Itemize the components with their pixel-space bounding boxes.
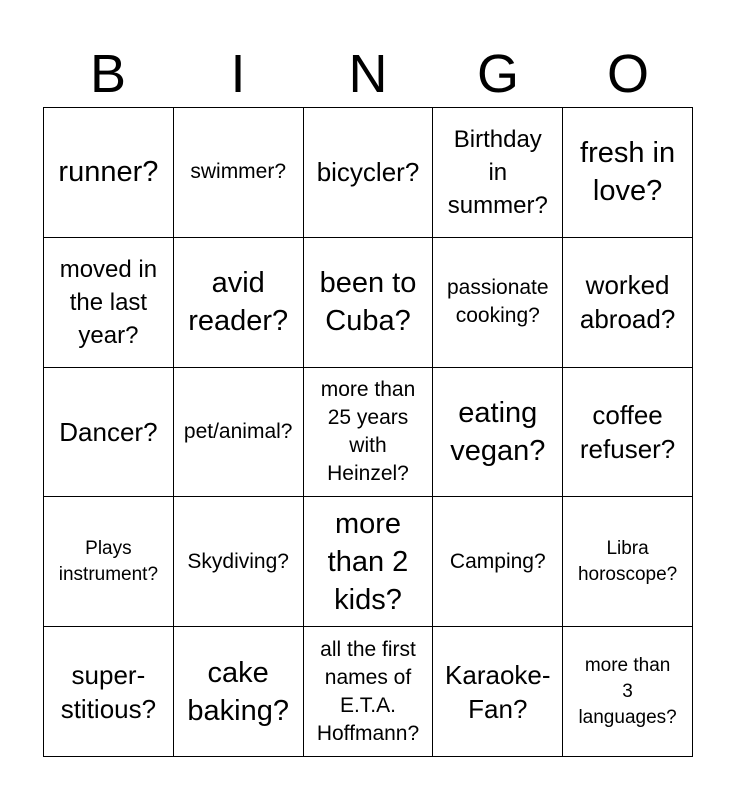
bingo-cell[interactable] [304,368,434,498]
bingo-cell[interactable] [44,368,174,498]
cell-text: swimmer? [190,160,287,184]
bingo-cell[interactable] [563,368,693,498]
bingo-cell[interactable] [433,108,563,238]
cell-text: pet/animal? [183,419,293,443]
bingo-cell[interactable] [174,108,304,238]
cell-text: been to Cuba? [319,267,417,338]
bingo-cell[interactable] [563,108,693,238]
bingo-cell[interactable] [433,238,563,368]
header-letter-i: I [230,44,246,104]
cell-text: more than 3 languages? [578,654,677,728]
cell-text: passionate cooking? [447,276,549,328]
bingo-cell[interactable] [433,497,563,627]
cell-text: avid reader? [188,267,289,338]
bingo-cell[interactable] [44,497,174,627]
cell-text: bicycler? [316,157,420,188]
bingo-cell[interactable] [44,108,174,238]
bingo-cell[interactable] [563,238,693,368]
bingo-cell[interactable] [304,627,434,757]
header-letter-o: O [606,44,649,104]
bingo-header [43,40,693,108]
cell-text: coffee refuser? [579,399,676,464]
bingo-cell[interactable] [563,627,693,757]
cell-text: Plays instrument? [58,537,159,585]
bingo-cell[interactable] [174,368,304,498]
cell-text: moved in the last year? [59,255,158,349]
bingo-cell[interactable] [174,497,304,627]
bingo-cell[interactable] [174,238,304,368]
bingo-cell[interactable] [433,627,563,757]
bingo-cell[interactable] [44,627,174,757]
cell-text: cake baking? [187,656,289,727]
cell-text: Libra horoscope? [577,537,678,585]
bingo-cell[interactable] [44,238,174,368]
bingo-cell[interactable] [563,497,693,627]
cell-text: all the first names of E.T.A. Hoffmann? [316,637,420,745]
cell-text: Dancer? [59,416,158,447]
bingo-cell[interactable] [304,108,434,238]
cell-text: eating vegan? [450,396,546,467]
cell-text: worked abroad? [579,270,676,335]
cell-text: more than 2 kids? [327,507,409,616]
header-letter-n: N [348,44,388,104]
cell-text: super- stitious? [60,659,157,724]
bingo-grid [43,107,693,757]
cell-text: fresh in love? [580,137,676,208]
cell-text: Karaoke- Fan? [445,659,551,724]
bingo-cell[interactable] [304,497,434,627]
header-letter-b: B [89,44,127,104]
cell-text: runner? [58,156,159,189]
bingo-cell[interactable] [174,627,304,757]
cell-text: Camping? [449,549,546,573]
header-letter-g: G [476,44,519,104]
cell-text: Birthday in summer? [447,125,548,219]
cell-text: more than 25 years with Heinzel? [320,377,416,485]
bingo-cell[interactable] [304,238,434,368]
cell-text: Skydiving? [187,549,289,573]
bingo-cell[interactable] [433,368,563,498]
